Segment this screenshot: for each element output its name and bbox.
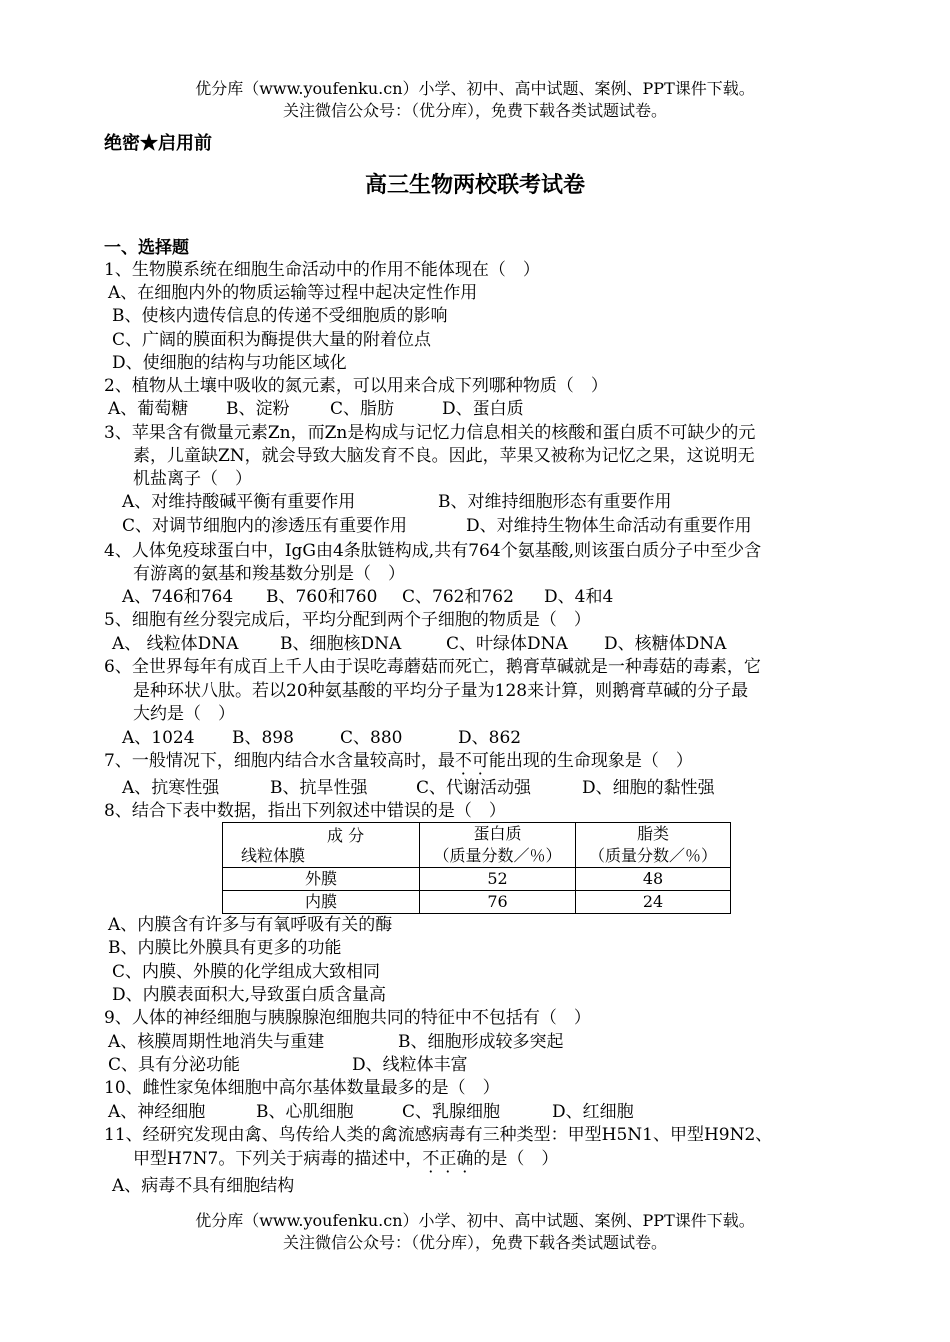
- q3-option-b: B、对维持细胞形态有重要作用: [438, 492, 672, 512]
- q10-option-d: D、红细胞: [552, 1102, 634, 1122]
- table-row: [223, 891, 731, 914]
- q10-stem: 10、雌性家兔体细胞中高尔基体数量最多的是（ ）: [104, 1078, 500, 1098]
- q2-option-a: A、葡萄糖: [108, 399, 189, 419]
- q6-option-a: A、1024: [122, 728, 195, 748]
- membrane-data-table: [222, 822, 731, 914]
- q3-stem-line-2: 素，儿童缺ZN，就会导致大脑发育不良。因此，苹果又被称为记忆之果，这说明无: [133, 446, 755, 466]
- q7-option-c: C、代谢活动强: [416, 778, 532, 798]
- q7-option-a: A、抗寒性强: [122, 778, 220, 798]
- table-header-protein: [420, 823, 576, 868]
- q2-option-d: D、蛋白质: [442, 399, 524, 419]
- q9-option-b: B、细胞形成较多突起: [398, 1032, 564, 1052]
- corner-label-component: 成 分: [327, 826, 365, 845]
- q8-option-c: C、内膜、外膜的化学组成大致相同: [112, 962, 381, 982]
- q3-option-c: C、对调节细胞内的渗透压有重要作用: [122, 516, 408, 536]
- q8-option-b: B、内膜比外膜具有更多的功能: [108, 938, 342, 958]
- q8-option-a: A、内膜含有许多与有氧呼吸有关的酶: [108, 915, 393, 935]
- row-lipid-value: 24: [576, 891, 731, 914]
- q1-option-b: B、使核内遗传信息的传递不受细胞质的影响: [112, 306, 448, 326]
- q9-option-a: A、核膜周期性地消失与重建: [108, 1032, 325, 1052]
- table-row: [223, 868, 731, 891]
- q2-option-b: B、淀粉: [226, 399, 290, 419]
- row-name: 内膜: [223, 891, 420, 914]
- row-protein-value: 52: [420, 868, 576, 891]
- q4-option-c: C、762和762: [402, 587, 514, 607]
- q8-stem: 8、结合下表中数据，指出下列叙述中错误的是（ ）: [104, 801, 506, 821]
- q3-option-d: D、对维持生物体生命活动有重要作用: [466, 516, 752, 536]
- q3-option-a: A、对维持酸碱平衡有重要作用: [122, 492, 356, 512]
- table-header-row: [223, 823, 731, 868]
- header-ad-line-2: 关注微信公众号：（优分库），免费下载各类试题试卷。: [282, 101, 667, 120]
- q1-option-c: C、广阔的膜面积为酶提供大量的附着位点: [112, 330, 432, 350]
- q7-stem-pre: 7、一般情况下，细胞内结合水含量较高时，最: [104, 751, 455, 771]
- row-protein-value: 76: [420, 891, 576, 914]
- q4-stem-line-1: 4、人体免疫球蛋白中，IgG由4条肽链构成,共有764个氨基酸,则该蛋白质分子中至少含: [104, 541, 762, 561]
- q10-option-b: B、心肌细胞: [256, 1102, 354, 1122]
- footer-ad-line-1: 优分库（www.youfenku.cn）小学、初中、高中试题、案例、PPT课件下载。: [195, 1211, 755, 1230]
- q4-option-d: D、4和4: [544, 587, 614, 607]
- q3-stem-line-1: 3、苹果含有微量元素Zn，而Zn是构成与记忆力信息相关的核酸和蛋白质不可缺少的元: [104, 423, 756, 443]
- q4-stem-line-2: 有游离的氨基和羧基数分别是（ ）: [133, 564, 405, 584]
- corner-label-membrane: 线粒体膜: [241, 846, 306, 865]
- q5-option-a: A、 线粒体DNA: [112, 634, 239, 654]
- q6-option-c: C、880: [340, 728, 403, 748]
- q1-option-d: D、使细胞的结构与功能区域化: [112, 353, 347, 373]
- q8-option-d: D、内膜表面积大,导致蛋白质含量高: [112, 985, 387, 1005]
- q3-stem-line-3: 机盐离子（ ）: [133, 469, 252, 489]
- q11-emphasis-3: 确: [456, 1149, 474, 1169]
- exam-title: 高三生物两校联考试卷: [364, 172, 585, 198]
- q6-stem-line-3: 大约是（ ）: [133, 704, 235, 724]
- q7-emphasis-2: 可: [471, 751, 489, 771]
- q11-stem-line-2: [133, 1148, 558, 1170]
- lipid-header-unit: （质量分数／％）: [588, 846, 717, 865]
- q7-option-d: D、细胞的黏性强: [582, 778, 715, 798]
- q2-option-c: C、脂肪: [330, 399, 395, 419]
- confidential-label: 绝密★启用前: [104, 133, 212, 154]
- q7-option-b: B、抗旱性强: [270, 778, 368, 798]
- q9-stem: 9、人体的神经细胞与胰腺腺泡细胞共同的特征中不包括有（ ）: [104, 1008, 591, 1028]
- q6-stem-line-1: 6、全世界每年有成百上千人由于误吃毒蘑菇而死亡，鹅膏草碱就是一种毒菇的毒素，它: [104, 657, 761, 677]
- row-name: 外膜: [223, 868, 420, 891]
- q2-stem: 2、植物从土壤中吸收的氮元素，可以用来合成下列哪种物质（ ）: [104, 376, 608, 396]
- q10-option-c: C、乳腺细胞: [402, 1102, 501, 1122]
- q7-emphasis-1: 不: [454, 751, 472, 771]
- protein-header-unit: （质量分数／％）: [433, 846, 562, 865]
- q10-option-a: A、神经细胞: [108, 1102, 206, 1122]
- q11-emphasis-2: 正: [439, 1149, 457, 1169]
- q9-option-c: C、具有分泌功能: [108, 1055, 241, 1075]
- q6-stem-line-2: 是种环状八肽。若以20种氨基酸的平均分子量为128来计算，则鹅膏草碱的分子最: [133, 681, 749, 701]
- q7-stem: [104, 750, 693, 772]
- q6-option-b: B、898: [232, 728, 294, 748]
- q1-stem: 1、生物膜系统在细胞生命活动中的作用不能体现在（ ）: [104, 260, 540, 280]
- row-lipid-value: 48: [576, 868, 731, 891]
- q11-stem-line-1: 11、经研究发现由禽、鸟传给人类的禽流感病毒有三种类型：甲型H5N1、甲型H9N2、: [104, 1125, 773, 1145]
- footer-ad-line-2: 关注微信公众号：（优分库），免费下载各类试题试卷。: [282, 1233, 667, 1252]
- q9-option-d: D、线粒体丰富: [352, 1055, 468, 1075]
- q6-option-d: D、862: [458, 728, 522, 748]
- q1-option-a: A、在细胞内外的物质运输等过程中起决定性作用: [108, 283, 478, 303]
- header-ad-line-1: 优分库（www.youfenku.cn）小学、初中、高中试题、案例、PPT课件下载。: [195, 79, 755, 98]
- q5-option-c: C、叶绿体DNA: [446, 634, 568, 654]
- q11-emphasis-1: 不: [422, 1149, 440, 1169]
- table-corner-cell: [223, 823, 420, 868]
- q11-option-a: A、病毒不具有细胞结构: [112, 1176, 295, 1196]
- q5-stem: 5、细胞有丝分裂完成后，平均分配到两个子细胞的物质是（ ）: [104, 610, 591, 630]
- q4-option-a: A、746和764: [122, 587, 234, 607]
- protein-header-label: 蛋白质: [473, 824, 522, 843]
- q5-option-d: D、核糖体DNA: [604, 634, 727, 654]
- section-heading: 一、选择题: [104, 238, 189, 258]
- q4-option-b: B、760和760: [266, 587, 378, 607]
- q5-option-b: B、细胞核DNA: [280, 634, 402, 654]
- q11-stem-post: 的是（ ）: [473, 1149, 559, 1169]
- lipid-header-label: 脂类: [636, 824, 669, 843]
- table-header-lipid: [576, 823, 731, 868]
- q7-stem-post: 能出现的生命现象是（ ）: [488, 751, 693, 771]
- q11-stem-pre: 甲型H7N7。下列关于病毒的描述中，: [133, 1149, 423, 1169]
